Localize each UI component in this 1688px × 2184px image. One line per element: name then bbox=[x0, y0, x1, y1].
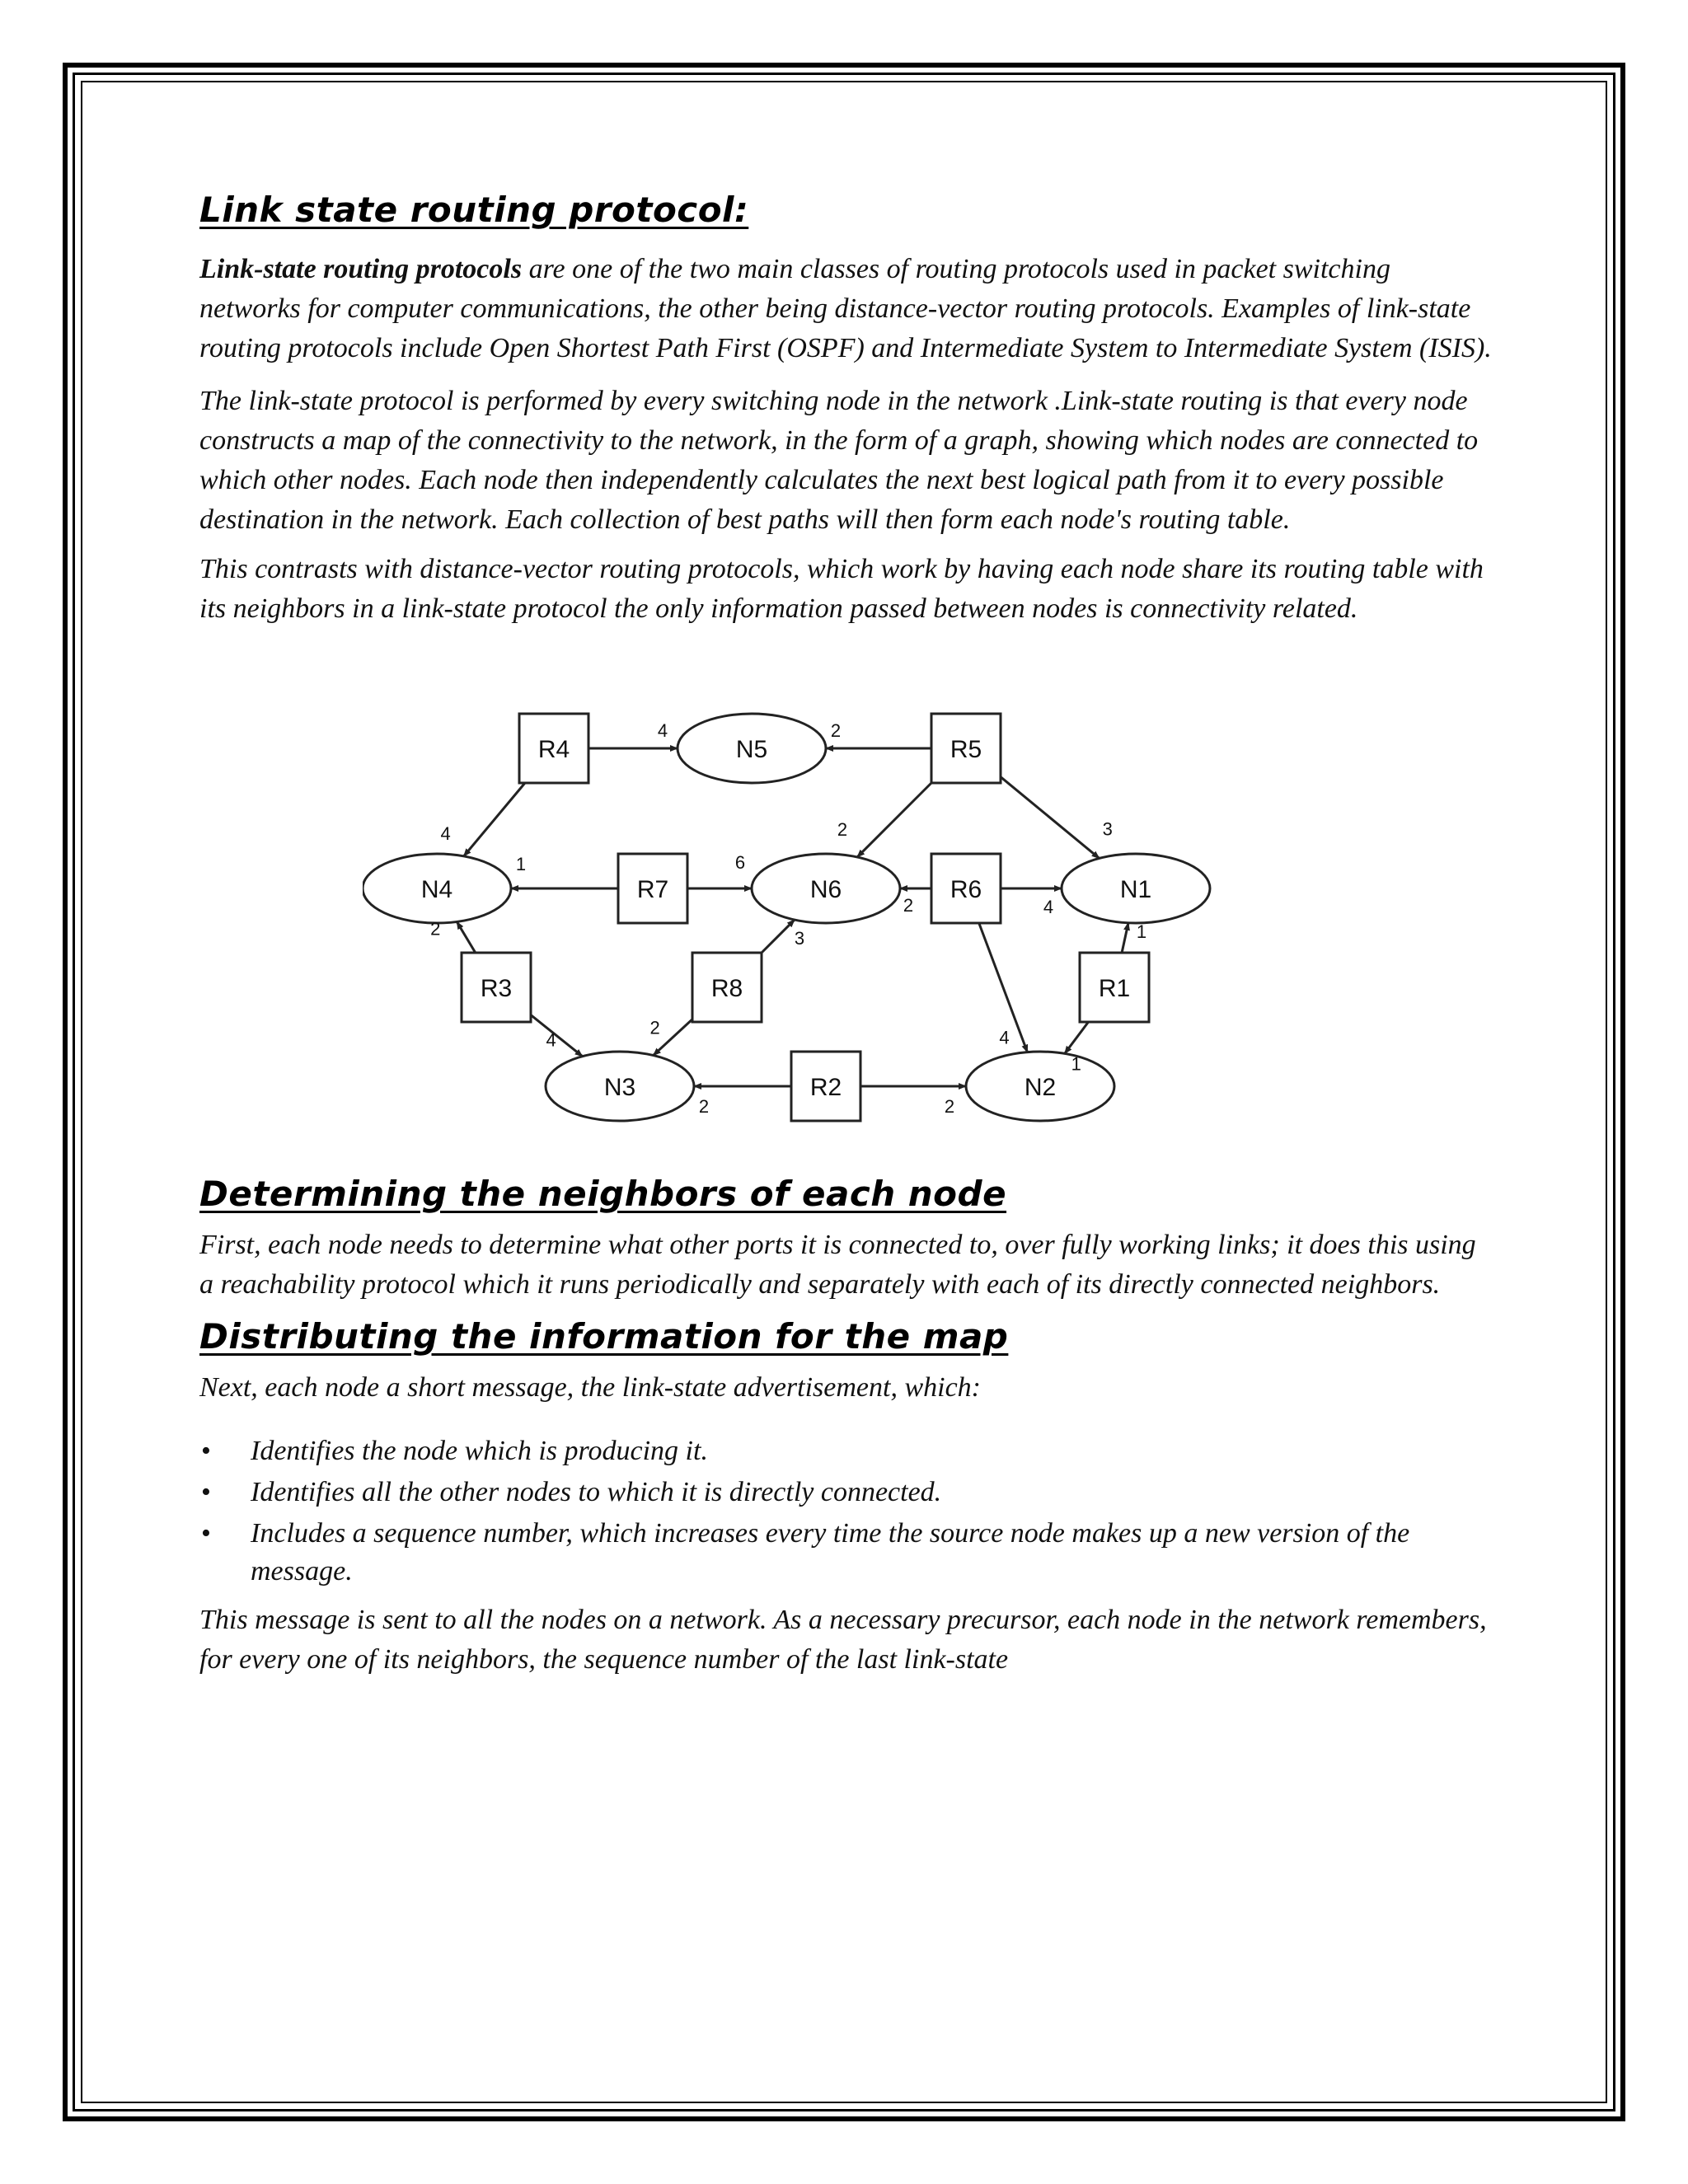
node-r7 bbox=[618, 854, 687, 923]
node-r8 bbox=[692, 953, 762, 1022]
edge-weight-label: 3 bbox=[1102, 818, 1113, 840]
edge-r5-n1 bbox=[1001, 777, 1100, 859]
node-label: R3 bbox=[480, 975, 513, 1002]
list-item: • Includes a sequence number, which increases every time the source node makes up a new version of the message. bbox=[199, 1515, 1493, 1591]
paragraph-contrast: This contrasts with distance-vector routing protocols, which work by having each node share its routing table with its neighbors in a link-state protocol the only information passed between nodes is connectivity related. bbox=[199, 554, 1484, 624]
paragraph-link-state-description: The link-state protocol is performed by every switching node in the network .Link-state routing is that every node constructs a map of the connectivity to the network, in the form of a graph, showing which nodes are connected to which other nodes. Each node then independently calculates the next best logical path from it to every possible destination in the network. Each collection of best paths will then form each node's routing table. bbox=[199, 386, 1479, 535]
edge-weight-label: 4 bbox=[1043, 897, 1054, 917]
intro-bold-term: Link-state routing protocols bbox=[199, 254, 523, 284]
list-item: • Identifies the node which is producing it. bbox=[199, 1432, 1493, 1470]
network-diagram-svg bbox=[363, 678, 1311, 1144]
node-label: N5 bbox=[735, 736, 768, 763]
edge-r8-n6 bbox=[762, 920, 795, 953]
node-r3 bbox=[462, 953, 531, 1022]
node-label: R1 bbox=[1098, 975, 1131, 1002]
edge-weight-label: 4 bbox=[657, 720, 668, 741]
node-r4 bbox=[519, 714, 588, 783]
node-r5 bbox=[931, 714, 1001, 783]
node-n5 bbox=[678, 714, 826, 783]
intro-rest: are one of the two main classes of routing protocols used in packet switching networks for computer communications, the other being distance-vector routing protocols. Examples of link-state routing protocols include Open Shortest Path First (OSPF) and Intermediate System to Intermediate System (ISIS). bbox=[199, 254, 1492, 363]
node-n4 bbox=[363, 854, 511, 923]
heading-determining-neighbors: Determining the neighbors of each node bbox=[199, 1174, 1007, 1214]
edge-weight-label: 1 bbox=[1136, 921, 1147, 942]
edge-weight-label: 1 bbox=[1071, 1053, 1081, 1075]
edge-weight-label: 6 bbox=[734, 852, 746, 873]
heading-distributing-map: Distributing the information for the map bbox=[199, 1316, 1009, 1357]
edge-weight-label: 2 bbox=[944, 1096, 955, 1117]
node-r2 bbox=[791, 1052, 860, 1121]
edge-weight-label: 2 bbox=[830, 720, 842, 741]
paragraph-neighbors: First, each node needs to determine what other ports it is connected to, over fully working links; it does this using a reachability protocol which it runs periodically and separately with each of its directly connected neighbors. bbox=[199, 1230, 1476, 1300]
edge-weight-label: 4 bbox=[440, 823, 451, 844]
node-n3 bbox=[546, 1052, 694, 1121]
bullet-icon: • bbox=[201, 1477, 211, 1507]
lsa-bullet-list bbox=[199, 1432, 1493, 1591]
intro-paragraph bbox=[199, 250, 1493, 368]
node-label: N1 bbox=[1119, 876, 1152, 903]
edge-weight-label: 2 bbox=[837, 818, 848, 840]
bullet-icon: • bbox=[201, 1436, 211, 1466]
network-diagram bbox=[363, 678, 1311, 1144]
node-n6 bbox=[752, 854, 900, 923]
edge-weight-label: 2 bbox=[698, 1096, 710, 1117]
edge-weight-label: 2 bbox=[430, 918, 441, 940]
edge-r4-n4 bbox=[464, 783, 525, 856]
edge-weight-label: 2 bbox=[649, 1017, 660, 1038]
edge-r1-n2 bbox=[1065, 1022, 1089, 1053]
list-item: • Identifies all the other nodes to which it is directly connected. bbox=[199, 1474, 1493, 1511]
node-r6 bbox=[931, 854, 1001, 923]
node-label: N3 bbox=[603, 1074, 636, 1101]
node-label: R6 bbox=[950, 876, 982, 903]
document-body bbox=[199, 190, 1493, 1680]
node-label: R4 bbox=[537, 736, 570, 763]
node-label: R5 bbox=[950, 736, 982, 763]
node-r1 bbox=[1080, 953, 1149, 1022]
node-label: R7 bbox=[636, 876, 669, 903]
node-n2 bbox=[966, 1052, 1114, 1121]
edge-weight-label: 3 bbox=[794, 928, 805, 949]
node-label: R2 bbox=[809, 1074, 842, 1101]
edge-weight-label: 4 bbox=[999, 1027, 1010, 1048]
node-label: N2 bbox=[1024, 1074, 1057, 1101]
edge-weight-label: 4 bbox=[546, 1029, 556, 1051]
node-label: R8 bbox=[710, 975, 743, 1002]
node-n1 bbox=[1062, 854, 1210, 923]
paragraph-sequence-number: This message is sent to all the nodes on a network. As a necessary precursor, each node in the network remembers, for every one of its neighbors, the sequence number of the last link-state bbox=[199, 1605, 1487, 1675]
bullet-icon: • bbox=[201, 1518, 211, 1549]
edge-weight-label: 1 bbox=[515, 854, 527, 874]
node-label: N4 bbox=[420, 876, 453, 903]
edge-r3-n4 bbox=[457, 921, 476, 953]
edge-r1-n1 bbox=[1122, 923, 1128, 953]
edge-r5-n6 bbox=[857, 783, 931, 857]
node-label: N6 bbox=[809, 876, 842, 903]
heading-link-state: Link state routing protocol: bbox=[199, 190, 749, 230]
edge-weight-label: 2 bbox=[903, 895, 914, 916]
edge-r3-n3 bbox=[531, 1015, 583, 1057]
paragraph-lsa-intro: Next, each node a short message, the link-state advertisement, which: bbox=[199, 1372, 981, 1403]
